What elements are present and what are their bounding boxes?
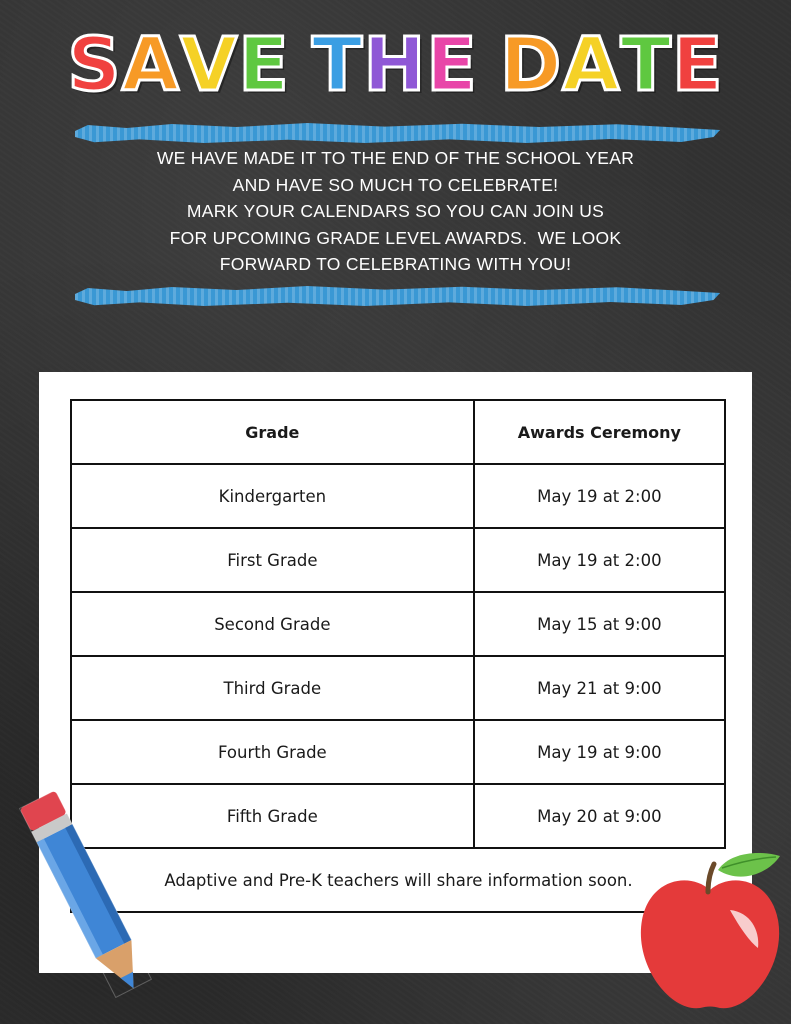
apple-icon (630, 850, 790, 1015)
title-letter: T (620, 22, 673, 108)
grade-cell: Second Grade (71, 592, 474, 656)
ceremony-cell: May 21 at 9:00 (474, 656, 725, 720)
title-letter: S (67, 22, 122, 108)
grade-cell: Kindergarten (71, 464, 474, 528)
header-grade: Grade (71, 400, 474, 464)
grade-cell: First Grade (71, 528, 474, 592)
intro-line: FOR UPCOMING GRADE LEVEL AWARDS. WE LOOK (169, 227, 622, 248)
title-letter: A (121, 22, 180, 108)
intro-line: MARK YOUR CALENDARS SO YOU CAN JOIN US (186, 201, 605, 221)
table-row (71, 592, 725, 656)
intro-message (90, 145, 701, 278)
table-row (71, 464, 725, 528)
table-note-row (71, 848, 725, 912)
title-letter: D (499, 22, 563, 108)
ceremony-cell: May 19 at 2:00 (474, 464, 725, 528)
table-row (71, 720, 725, 784)
save-the-date-title (0, 20, 791, 110)
pencil-icon (10, 778, 160, 1008)
intro-line: AND HAVE SO MUCH TO CELEBRATE! (232, 174, 559, 195)
table-row (71, 656, 725, 720)
title-letter: E (672, 22, 724, 108)
title-letter: E (238, 22, 290, 108)
grade-cell: Fourth Grade (71, 720, 474, 784)
table-header-row (71, 400, 725, 464)
ceremony-cell: May 19 at 9:00 (474, 720, 725, 784)
header-awards-ceremony: Awards Ceremony (474, 400, 725, 464)
intro-line: WE HAVE MADE IT TO THE END OF THE SCHOOL YEAR (156, 148, 635, 168)
ceremony-cell: May 19 at 2:00 (474, 528, 725, 592)
table-row (71, 528, 725, 592)
title-letter: E (426, 22, 478, 108)
table-row (71, 784, 725, 848)
grade-cell: Fifth Grade (71, 784, 474, 848)
intro-line: FORWARD TO CELEBRATING WITH YOU! (219, 254, 572, 274)
adaptive-prek-note: Adaptive and Pre-K teachers will share information soon. (71, 848, 725, 912)
title-letter: T (311, 22, 364, 108)
ceremony-cell: May 20 at 9:00 (474, 784, 725, 848)
grade-cell: Third Grade (71, 656, 474, 720)
title-letter: A (562, 22, 621, 108)
awards-table (70, 399, 726, 913)
title-letter: H (363, 22, 427, 108)
ceremony-cell: May 15 at 9:00 (474, 592, 725, 656)
title-letter: V (179, 22, 239, 108)
